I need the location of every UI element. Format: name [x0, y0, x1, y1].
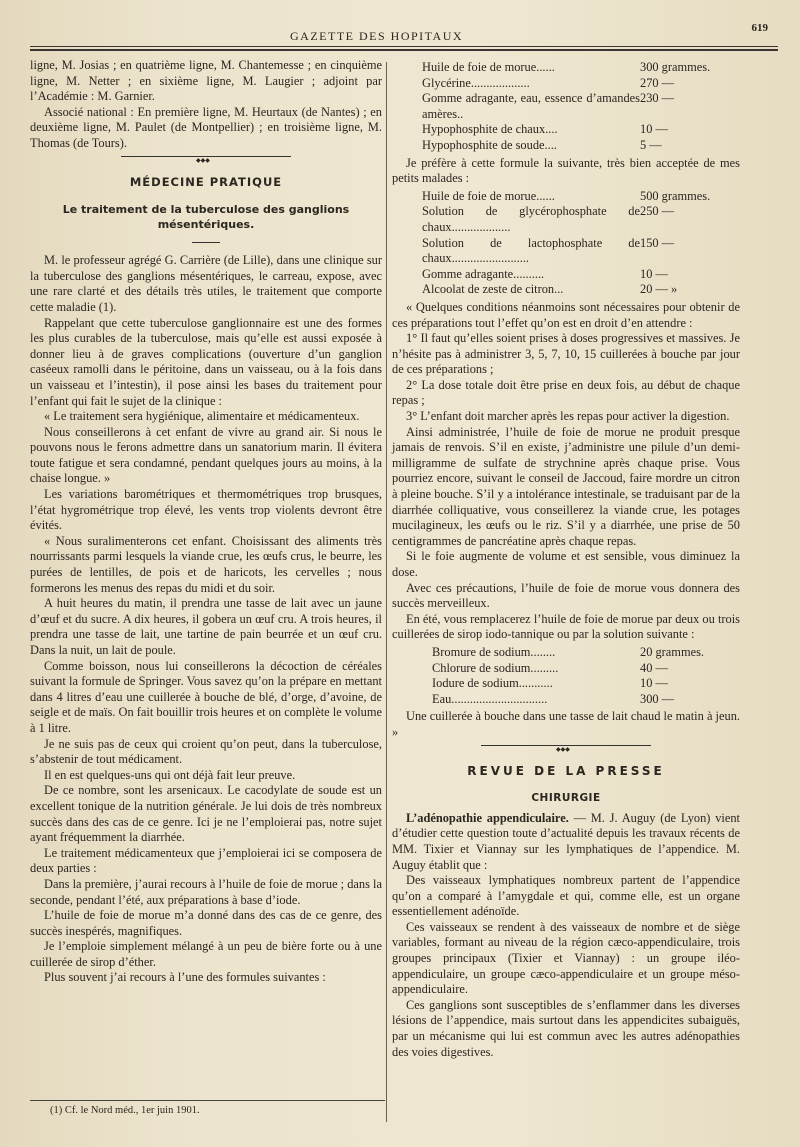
ingredient: Huile de foie de morue......	[422, 60, 555, 74]
ingredient: Solution de lactophosphate de chaux.........................	[422, 235, 640, 266]
body-paragraph: Il en est quelques-uns qui ont déjà fait leur preuve.	[44, 767, 296, 782]
intro-paragraph: ligne, M. Josias ; en quatrième ligne, M. Chantemesse ; en cinquième ligne, M. Netter ; en sixième ligne, M. Laugier ; adjoint par l’Académie : M. Garnier.	[30, 58, 382, 104]
quantity: 500 grammes.	[640, 188, 711, 203]
quantity: 20 grammes.	[640, 644, 705, 659]
quantity: 270 —	[640, 75, 675, 90]
footnote-rule	[30, 1100, 385, 1101]
quantity: 150 —	[640, 235, 675, 250]
formula-1	[422, 60, 740, 154]
short-rule	[192, 242, 220, 243]
body-paragraph: « Le traitement sera hygiénique, alimentaire et médicamenteux.	[44, 409, 360, 424]
body-paragraph: 2° La dose totale doit être prise en deux fois, au début de chaque repas ;	[392, 377, 740, 408]
formula-row	[422, 122, 740, 138]
body-paragraph: De ce nombre, sont les arsenicaux. Le cacodylate de soude est un excellent tonique de la nutrition générale. Je lui dois de très nombreux succès dans des cas de ce genre. Ici je ne l’emploierai pas, notre sujet ayant fréquemment la diarrhée.	[30, 783, 382, 845]
quantity: 40 —	[640, 660, 668, 675]
body-paragraph	[392, 811, 740, 873]
body-paragraph: Rappelant que cette tuberculose ganglionnaire est une des formes les plus curables de la tuberculose, mais qu’elle est aussi exposée à donner lieu à de graves complications (ouverture d’un ganglion caséeux ramolli dans le péritoine, dans un vaisseau, ou à la fois dans un vaisseau et l’intestin), il pose ainsi les bases du traitement pour l’enfant qui fait le sujet de la clinique :	[30, 315, 382, 408]
quantity: 10 —	[640, 122, 668, 137]
ingredient: Chlorure de sodium.........	[432, 660, 559, 675]
column-divider	[386, 62, 387, 1122]
ingredient: Eau...............................	[432, 691, 548, 706]
ingredient: Solution de glycérophosphate de chaux...................	[422, 204, 640, 234]
formula-row	[432, 676, 740, 692]
body-paragraph: Le traitement médicamenteux que j’emploierai ici se composera de deux parties :	[30, 845, 382, 876]
quantity: 300 —	[640, 691, 675, 706]
formula-row	[422, 236, 740, 267]
body-paragraph: « Quelques conditions néanmoins sont nécessaires pour obtenir de ces préparations tout l’effet qu’on est en droit d’en attendre :	[392, 299, 740, 330]
formula-row	[432, 661, 740, 677]
quantity: 300 grammes.	[640, 60, 711, 74]
formula-row	[422, 76, 740, 92]
body-paragraph: Avec ces précautions, l’huile de foie de morue vous donnera des succès merveilleux.	[392, 580, 740, 611]
section-title-medecine: MÉDECINE PRATIQUE	[129, 174, 283, 189]
ingredient: Huile de foie de morue......	[422, 188, 555, 203]
body-paragraph: Les variations barométriques et thermométriques trop brusques, l’état hygrométrique trop élevé, les vents trop violents devront être évités.	[30, 487, 382, 533]
header-rule	[30, 46, 778, 47]
left-column	[30, 58, 382, 986]
ingredient: Gomme adragante..........	[422, 266, 545, 281]
quantity: 230 —	[640, 91, 675, 106]
formula-row	[422, 60, 740, 76]
formula-row	[422, 189, 740, 205]
footnote: (1) Cf. le Nord méd., 1er juin 1901.	[50, 1105, 200, 1116]
body-paragraph: Je préfère à cette formule la suivante, très bien acceptée de mes petits malades :	[392, 155, 740, 186]
article-text: — M. J. Auguy (de Lyon) vient d’étudier cette question toute d’actualité depuis les travaux récents de MM. Tixier et Viannay sur les lymphatiques de l’appendice. M. Auguy établit que :	[392, 810, 740, 872]
page-header	[30, 22, 778, 54]
body-paragraph: En été, vous remplacerez l’huile de foie de morue par deux ou trois cuillerées de sirop iodo-tannique ou par la solution suivante :	[392, 611, 740, 642]
formula-row	[422, 204, 740, 235]
body-paragraph: Dans la première, j’aurai recours à l’huile de foie de morue ; dans la seconde, pendant l’été, aux préparations à base d’iode.	[30, 876, 382, 907]
intro-paragraph: Associé national : En première ligne, M. Heurtaux (de Nantes) ; en deuxième ligne, M. Paulet (de Montpellier) ; en troisième ligne, M. Thomas (de Tours).	[30, 104, 382, 150]
section-title-revue: REVUE DE LA PRESSE	[467, 763, 665, 778]
formula-row	[432, 692, 740, 708]
formula-row	[422, 267, 740, 283]
body-paragraph: Ces ganglions sont susceptibles de s’enflammer dans les diverses lésions de l’appendice, mais surtout dans les appendicites subaiguës, par un mécanisme qui lui est commun avec les autres adénopathies des voies digestives.	[392, 997, 740, 1059]
sub-section-chirurgie: CHIRURGIE	[531, 792, 601, 805]
quantity: 10 —	[640, 676, 668, 691]
body-paragraph: Ces vaisseaux se rendent à des vaisseaux de nombre et de siège variables, formant au niveau de la région cæco-appendiculaire, trois groupes principaux (Tixier et Viannay) : un groupe iléo-appendiculaire, un groupe cæco-appendiculaire et un groupe méso-appendiculaire.	[392, 919, 740, 997]
header-rule-thick	[30, 49, 778, 51]
quantity: 10 —	[640, 266, 668, 281]
body-paragraph: Je ne suis pas de ceux qui croient qu’on peut, dans la tuberculose, s’abstenir de tout médicament.	[30, 736, 382, 767]
ingredient: Bromure de sodium........	[432, 644, 556, 659]
quantity: 20 — »	[640, 282, 678, 297]
body-paragraph: Des vaisseaux lymphatiques nombreux partent de l’appendice qu’on a comparé à l’amygdale et qui, comme elle, est un organe essentiellement adénoïde.	[392, 873, 740, 919]
formula-row	[432, 645, 740, 661]
formula-row	[422, 282, 740, 298]
body-paragraph: Comme boisson, nous lui conseillerons la décoction de céréales suivant la formule de Springer. Vous savez qu’on la prépare en mettant dans 4 litres d’eau une cuillerée à bouche de blé, d’orge, d’avoine, de seigle et de maïs. On fait bouillir trois heures et on complète le volume à 1 litre.	[30, 658, 382, 735]
body-paragraph: Je l’emploie simplement mélangé à un peu de bière forte ou à une cuillerée de sirop d’éther.	[30, 939, 382, 969]
running-title: GAZETTE DES HOPITAUX	[290, 29, 464, 43]
body-paragraph: Si le foie augmente de volume et est sensible, vous diminuez la dose.	[392, 549, 740, 579]
body-paragraph: 1° Il faut qu’elles soient prises à doses progressives et massives. Je n’hésite pas à administrer 3, 5, 7, 10, 15 cuillerées à bouche par jour de ces préparations ;	[392, 331, 740, 377]
article-title: Le traitement de la tuberculose des ganglions mésentériques.	[62, 203, 350, 232]
body-paragraph: 3° L’enfant doit marcher après les repas pour activer la digestion.	[406, 409, 730, 424]
formula-2	[422, 189, 740, 298]
ingredient: Iodure de sodium...........	[432, 676, 553, 691]
ingredient: Hypophosphite de chaux....	[422, 122, 558, 137]
ingredient: Hypophosphite de soude....	[422, 137, 557, 152]
body-paragraph: Plus souvent j’ai recours à l’une des formules suivantes :	[44, 970, 326, 985]
body-paragraph: Une cuillerée à bouche dans une tasse de lait chaud le matin à jeun. »	[392, 709, 740, 739]
formula-row	[422, 91, 740, 122]
ingredient: Glycérine...................	[422, 75, 530, 90]
body-paragraph: A huit heures du matin, il prendra une tasse de lait avec un jaune d’œuf et du sucre. A dix heures, il gobera un œuf cru. A trois heures, il prendra une tasse de lait, une tartine de pain beurrée et un œuf cru. Dans la nuit, un lait de poule.	[30, 596, 382, 657]
ornament-rule: ◆◆◆	[481, 745, 651, 750]
article-lead: L’adénopathie appendiculaire.	[406, 810, 569, 825]
right-column	[392, 58, 740, 1060]
formula-3	[432, 645, 740, 707]
ingredient: Gomme adragante, eau, essence d’amandes amères..	[422, 91, 640, 121]
page-number: 619	[751, 22, 768, 34]
body-paragraph: Nous conseillerons à cet enfant de vivre au grand air. Si nous le pouvons nous le ferons admettre dans un sanatorium marin. Il évitera toute fatigue et sera condamné, pendant quelques jours au moins, à la chaise longue. »	[30, 424, 382, 486]
ornament-rule: ◆◆◆	[121, 156, 291, 161]
quantity: 5 —	[640, 137, 662, 152]
body-paragraph: L’huile de foie de morue m’a donné dans des cas de ce genre, des succès inespérés, magnifiques.	[30, 908, 382, 938]
quantity: 250 —	[640, 204, 675, 219]
ingredient: Alcoolat de zeste de citron...	[422, 282, 564, 297]
body-paragraph: « Nous suralimenterons cet enfant. Choisissant des aliments très nourrissants parmi lesquels la viande crue, les œufs crus, le beurre, les purées de lentilles, de pois et de haricots, les cervelles ; nous formerons les menus des repas du midi et du soir.	[30, 533, 382, 595]
body-paragraph: M. le professeur agrégé G. Carrière (de Lille), dans une clinique sur la tuberculose des ganglions mésentériques, le carreau, expose, avec une rare clarté et des détails très utiles, le traitement que comporte cette maladie (1).	[30, 253, 382, 314]
formula-row	[422, 138, 740, 154]
body-paragraph: Ainsi administrée, l’huile de foie de morue ne produit presque jamais de renvois. S’il en existe, j’administre une pilule d’un demi-milligramme de sulfate de strychnine après chaque prise. Vous pourriez encore, suivant le conseil de Jaccoud, faire mordre un citron à pleine bouche. S’il y a intolérance intestinale, se traduisant par de la diarrhée colliquative, vous conseillerez la viande crue, les potages mucilagineux, les œufs ou le riz. S’il y a diarrhée, une prise de 50 centigrammes de pancréatine après chaque repas.	[392, 424, 740, 548]
